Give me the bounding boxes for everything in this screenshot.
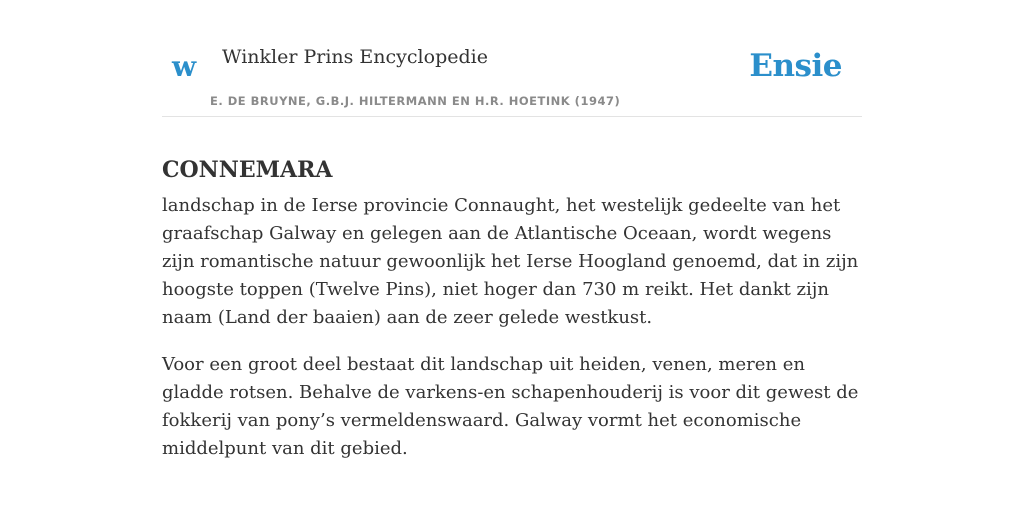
article-paragraph: Voor een groot deel bestaat dit landschap uit heiden, venen, meren en gladde rotsen. Behalve de varkens-en schapenhouderij is voor dit gewest de fokkerij van pony’s vermeldenswaard. Galway vormt het economische middelpunt van dit gebied. [162, 354, 859, 459]
encyclopedia-authors: E. DE BRUYNE, G.B.J. HILTERMANN EN H.R. HOETINK (1947) [210, 94, 621, 108]
encyclopedia-logo[interactable]: w [172, 50, 197, 83]
article-body [162, 192, 862, 482]
ensie-brand-logo[interactable]: Ensie [749, 48, 842, 84]
article-headword: CONNEMARA [162, 156, 333, 183]
encyclopedia-title[interactable]: Winkler Prins Encyclopedie [222, 46, 488, 68]
encyclopedia-header [162, 40, 862, 117]
article-paragraph: landschap in de Ierse provincie Connaught, het westelijk gedeelte van het graafschap Galway en gelegen aan de Atlantische Oceaan, wordt wegens zijn romantische natuur gewoonlijk het Ierse Hoogland genoemd, dat in zijn hoogste toppen (Twelve Pins), niet hoger dan 730 m reikt. Het dankt zijn naam (Land der baaien) aan de zeer gelede westkust. [162, 195, 859, 328]
